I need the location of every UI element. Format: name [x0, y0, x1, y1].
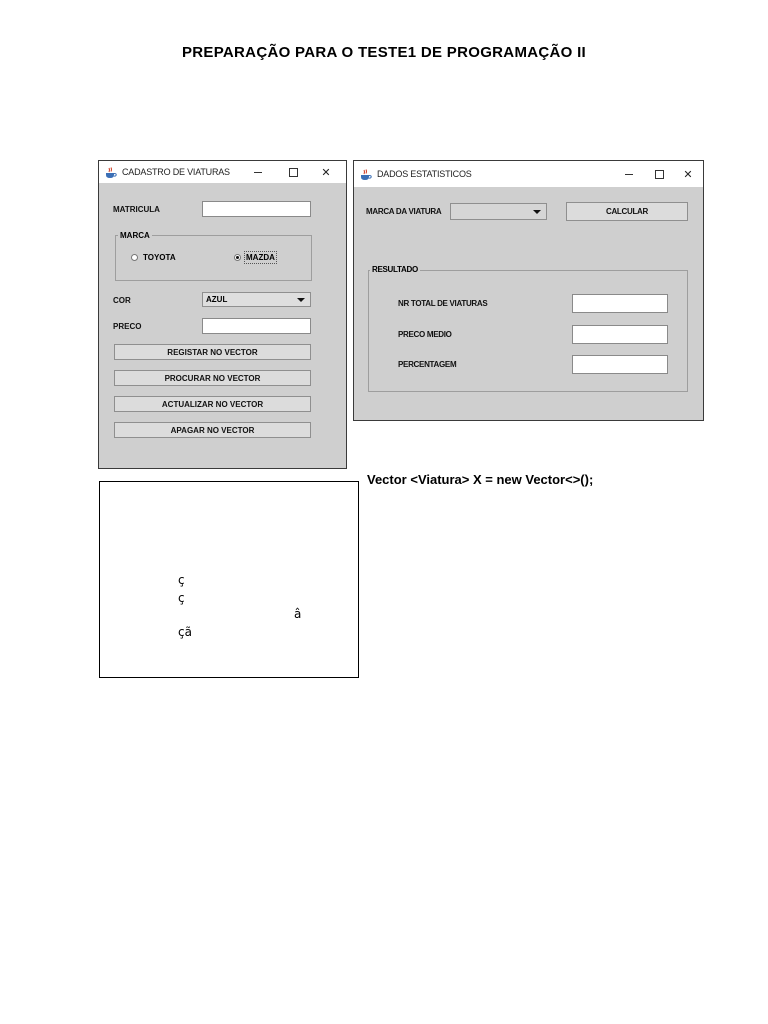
output-box: [99, 481, 359, 678]
cadastro-titlebar[interactable]: [99, 161, 346, 183]
code-line: Vector <Viatura> X = new Vector<>();: [367, 472, 594, 487]
dados-window-title: DADOS ESTATISTICOS: [377, 169, 472, 179]
marca-group-title: MARCA: [120, 231, 150, 240]
preco-medio-field: [572, 325, 668, 344]
apagar-button[interactable]: APAGAR NO VECTOR: [114, 422, 311, 438]
nr-total-label: NR TOTAL DE VIATURAS: [398, 299, 488, 308]
page-title: PREPARAÇÃO PARA O TESTE1 DE PROGRAMAÇÃO II: [181, 44, 587, 61]
calcular-button[interactable]: CALCULAR: [566, 202, 688, 221]
java-cup-icon: [104, 166, 118, 178]
minimize-icon[interactable]: [243, 161, 273, 183]
percentagem-label: PERCENTAGEM: [398, 360, 457, 369]
cor-select[interactable]: [202, 292, 311, 307]
preco-label: PRECO: [113, 322, 142, 331]
java-cup-icon: [359, 168, 373, 180]
radio-mazda[interactable]: [234, 253, 275, 262]
matricula-label: MATRICULA: [113, 205, 160, 214]
close-icon[interactable]: ✕: [683, 168, 693, 181]
procurar-button[interactable]: PROCURAR NO VECTOR: [114, 370, 311, 386]
text-fragment: â: [294, 607, 302, 621]
nr-total-field: [572, 294, 668, 313]
cor-select-value: AZUL: [206, 295, 228, 304]
radio-toyota[interactable]: [131, 253, 176, 262]
chevron-down-icon: [297, 298, 305, 302]
radio-toyota-indicator: [131, 254, 138, 261]
chevron-down-icon: [533, 210, 541, 214]
percentagem-field: [572, 355, 668, 374]
cor-label: COR: [113, 296, 131, 305]
text-fragment: ç: [178, 591, 185, 605]
preco-medio-label: PRECO MEDIO: [398, 330, 452, 339]
text-fragment: çã: [178, 625, 192, 639]
marca-viatura-select[interactable]: [450, 203, 547, 220]
maximize-icon[interactable]: [644, 161, 674, 187]
maximize-icon[interactable]: [278, 161, 308, 183]
actualizar-button[interactable]: ACTUALIZAR NO VECTOR: [114, 396, 311, 412]
matricula-input[interactable]: [202, 201, 311, 217]
text-fragment: ç: [178, 573, 185, 587]
radio-toyota-label: TOYOTA: [143, 253, 176, 262]
resultado-group-title: RESULTADO: [372, 265, 418, 274]
preco-input[interactable]: [202, 318, 311, 334]
cadastro-window-title: CADASTRO DE VIATURAS: [122, 167, 230, 177]
close-icon[interactable]: ✕: [321, 166, 331, 179]
radio-mazda-label: MAZDA: [246, 253, 275, 262]
cadastro-window: [98, 160, 347, 469]
minimize-icon[interactable]: [614, 161, 644, 187]
dados-window: [353, 160, 704, 421]
dados-titlebar[interactable]: [354, 161, 703, 187]
registar-button[interactable]: REGISTAR NO VECTOR: [114, 344, 311, 360]
marca-viatura-label: MARCA DA VIATURA: [366, 207, 442, 216]
radio-mazda-indicator: [234, 254, 241, 261]
